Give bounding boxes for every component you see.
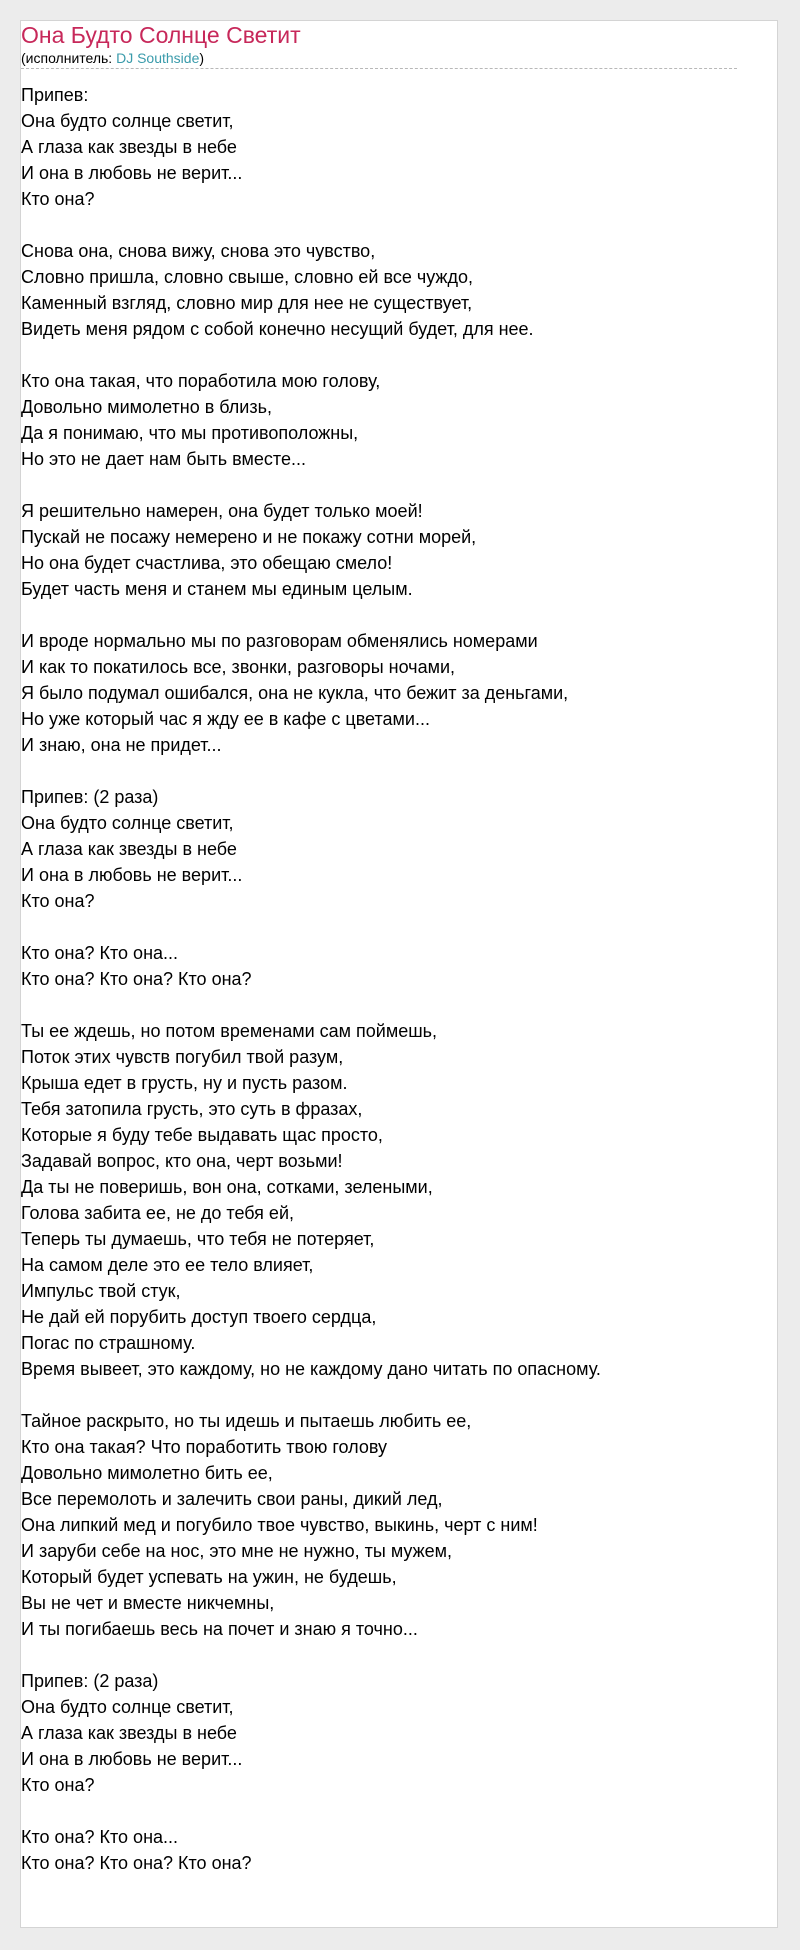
lyric-blank-line (21, 1798, 741, 1824)
lyric-line: Ты ее ждешь, но потом временами сам поймешь, (21, 1021, 438, 1041)
lyric-line: Пускай не посажу немерено и не покажу сотни морей, (21, 527, 477, 547)
lyric-line: Тайное раскрыто, но ты идешь и пытаешь любить ее, (21, 1411, 472, 1431)
lyric-line: Будет часть меня и станем мы единым целым. (21, 579, 413, 599)
artist-suffix: ) (199, 50, 205, 66)
lyric-blank-line (21, 1382, 741, 1408)
lyric-line: Словно пришла, словно свыше, словно ей все чуждо, (21, 267, 473, 287)
lyric-line: Поток этих чувств погубил твой разум, (21, 1047, 344, 1067)
lyric-line: И она в любовь не верит... (21, 1749, 243, 1769)
lyric-line: Кто она? Кто она... (21, 1827, 179, 1847)
lyric-line: Да я понимаю, что мы противоположны, (21, 423, 359, 443)
lyric-line: На самом деле это ее тело влияет, (21, 1255, 314, 1275)
lyric-line: Припев: (21, 85, 89, 105)
lyric-line: Который будет успевать на ужин, не будешь, (21, 1567, 397, 1587)
lyric-line: Которые я буду тебе выдавать щас просто, (21, 1125, 383, 1145)
lyric-line: Импульс твой стук, (21, 1281, 181, 1301)
lyrics-text (21, 82, 741, 1876)
lyric-line: Снова она, снова вижу, снова это чувство, (21, 241, 376, 261)
lyric-line: И ты погибаешь весь на почет и знаю я точно... (21, 1619, 418, 1639)
lyric-line: Припев: (2 раза) (21, 787, 159, 807)
lyric-line: Голова забита ее, не до тебя ей, (21, 1203, 294, 1223)
song-title: Она Будто Солнце Светит (21, 22, 301, 48)
lyric-line: Я было подумал ошибался, она не кукла, что бежит за деньгами, (21, 683, 569, 703)
lyric-line: Задавай вопрос, кто она, черт возьми! (21, 1151, 343, 1171)
lyric-blank-line (21, 342, 741, 368)
lyric-line: Она будто солнце светит, (21, 813, 234, 833)
lyric-line: И заруби себе на нос, это мне не нужно, ты мужем, (21, 1541, 453, 1561)
lyric-line: Время вывеет, это каждому, но не каждому дано читать по опасному. (21, 1359, 601, 1379)
artist-link[interactable]: DJ Southside (116, 50, 200, 66)
lyric-blank-line (21, 914, 741, 940)
lyric-line: Кто она? Кто она? Кто она? (21, 969, 252, 989)
lyric-line: Видеть меня рядом с собой конечно несущий будет, для нее. (21, 319, 534, 339)
lyric-blank-line (21, 602, 741, 628)
lyric-line: И она в любовь не верит... (21, 865, 243, 885)
artist-prefix: (исполнитель: (21, 50, 117, 66)
lyric-line: Кто она? (21, 1775, 95, 1795)
lyric-line: И вроде нормально мы по разговорам обменялись номерами (21, 631, 538, 651)
lyric-line: Кто она? Кто она? Кто она? (21, 1853, 252, 1873)
lyric-line: А глаза как звезды в небе (21, 1723, 237, 1743)
lyric-line: Я решительно намерен, она будет только моей! (21, 501, 423, 521)
lyric-blank-line (21, 212, 741, 238)
lyric-line: Но уже который час я жду ее в кафе с цветами... (21, 709, 430, 729)
lyric-line: Она будто солнце светит, (21, 1697, 234, 1717)
lyric-line: Но она будет счастлива, это обещаю смело! (21, 553, 393, 573)
lyric-line: Но это не дает нам быть вместе... (21, 449, 306, 469)
lyric-line: Крыша едет в грусть, ну и пусть разом. (21, 1073, 348, 1093)
lyric-line: Погас по страшному. (21, 1333, 196, 1353)
song-header (21, 20, 737, 69)
lyric-line: Она липкий мед и погубило твое чувство, выкинь, черт с ним! (21, 1515, 538, 1535)
lyric-line: И как то покатилось все, звонки, разговоры ночами, (21, 657, 456, 677)
artist-line (21, 50, 737, 66)
lyric-blank-line (21, 1642, 741, 1668)
lyric-line: И знаю, она не придет... (21, 735, 222, 755)
lyric-line: Довольно мимолетно в близь, (21, 397, 272, 417)
lyric-line: А глаза как звезды в небе (21, 839, 237, 859)
lyric-line: Кто она? (21, 891, 95, 911)
lyric-blank-line (21, 758, 741, 784)
lyric-line: Да ты не поверишь, вон она, сотками, зелеными, (21, 1177, 433, 1197)
lyric-line: Довольно мимолетно бить ее, (21, 1463, 273, 1483)
lyric-line: Тебя затопила грусть, это суть в фразах, (21, 1099, 363, 1119)
lyric-line: Все перемолоть и залечить свои раны, дикий лед, (21, 1489, 443, 1509)
lyric-line: Не дай ей порубить доступ твоего сердца, (21, 1307, 377, 1327)
lyric-line: Вы не чет и вместе никчемны, (21, 1593, 275, 1613)
lyric-line: И она в любовь не верит... (21, 163, 243, 183)
lyric-blank-line (21, 472, 741, 498)
lyric-line: Она будто солнце светит, (21, 111, 234, 131)
lyric-line: Кто она? Кто она... (21, 943, 179, 963)
lyric-line: Припев: (2 раза) (21, 1671, 159, 1691)
lyric-blank-line (21, 992, 741, 1018)
lyric-line: Каменный взгляд, словно мир для нее не существует, (21, 293, 473, 313)
lyric-line: Кто она такая, что поработила мою голову, (21, 371, 381, 391)
lyric-line: Теперь ты думаешь, что тебя не потеряет, (21, 1229, 375, 1249)
lyric-line: Кто она такая? Что поработить твою голову (21, 1437, 388, 1457)
lyric-line: Кто она? (21, 189, 95, 209)
lyric-line: А глаза как звезды в небе (21, 137, 237, 157)
